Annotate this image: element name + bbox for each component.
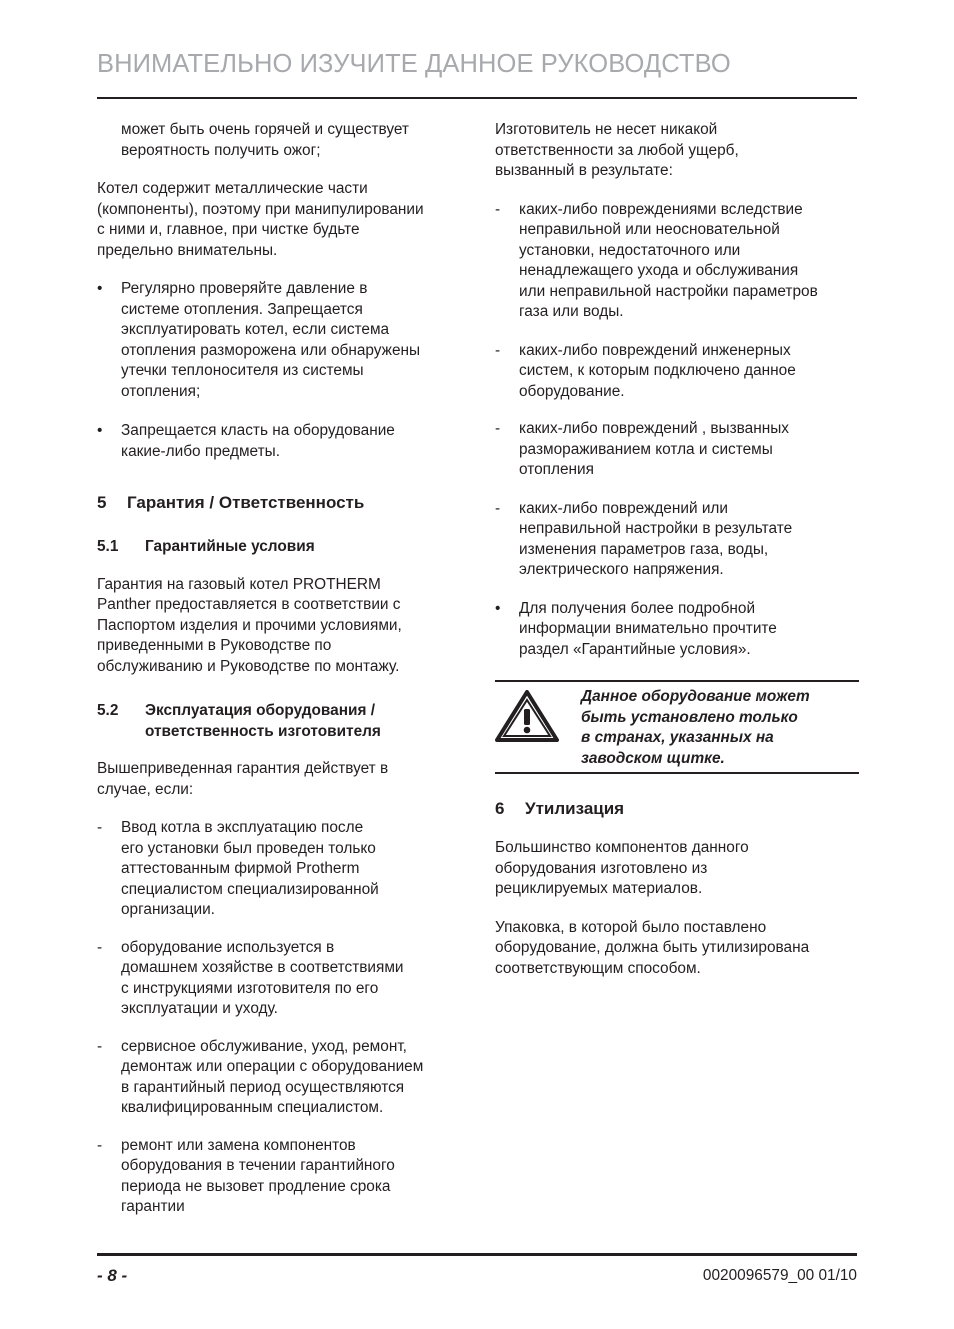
packaging-paragraph: Упаковка, в которой было поставлено оборудование, должна быть утилизирована соответствующим способом. — [495, 918, 810, 977]
dash-marker: - — [495, 341, 501, 359]
bullet-marker: • — [97, 422, 103, 439]
metal-parts-paragraph: Котел содержит металлические части (компоненты), поэтому при манипулировании с ними и, главное, при чистке будьте предельно внимательны. — [97, 180, 424, 259]
recycling-paragraph: Большинство компонентов данного оборудования изготовлено из рециклируемых материалов. — [495, 839, 749, 897]
exclusion-parameters-item: - каких-либо повреждений или неправильной настройки в результате изменения параметров газа, воды, электрического напряжения. — [495, 499, 793, 578]
page-number: - 8 - — [97, 1266, 128, 1285]
exclusion-installation-item: - каких-либо повреждениями вследствие неправильной или неосновательной установки, недостаточного или ненадлежащего ухода и обслуживания или неправильной настройки параметров газа или воды. — [495, 200, 818, 320]
section-5-2-heading: 5.2 Эксплуатация оборудования / ответственность изготовителя — [97, 702, 381, 740]
condition-service-item: - сервисное обслуживание, уход, ремонт, демонтаж или операции с оборудованием в гарантийный период осуществляются квалифицированным специалистом. — [97, 1037, 424, 1116]
condition-household-use-item: - оборудование используется в домашнем хозяйстве в соответствиями с инструкциями изготовителя по его эксплуатации и уходу. — [97, 938, 404, 1017]
warning-triangle-icon — [495, 687, 581, 749]
dash-marker: - — [97, 938, 103, 956]
dash-marker: - — [97, 1136, 103, 1154]
exclusion-engineering-systems-item: - каких-либо повреждений инженерных систем, к которым подключено данное оборудование. — [495, 341, 796, 400]
warranty-conditions-paragraph: Гарантия на газовый котел PROTHERM Panther предоставляется в соответствии с Паспортом изделия и прочими условиями, приведенными в Руководстве по обслуживанию и Руководстве по монтажу. — [97, 575, 402, 675]
warning-box — [495, 680, 859, 774]
section-5-heading: 5 Гарантия / Ответственность — [97, 493, 365, 512]
bullet-marker: • — [495, 599, 501, 617]
condition-repair-item: - ремонт или замена компонентов оборудования в течении гарантийного периода не вызовет продление срока гарантии — [97, 1136, 395, 1215]
footer-divider — [97, 1253, 857, 1256]
condition-commissioning-item: - Ввод котла в эксплуатацию после его установки был проведен только аттестованным фирмой Protherm специалистом специализированной организации. — [97, 819, 379, 918]
dash-marker: - — [97, 819, 103, 836]
right-column — [495, 118, 859, 979]
pressure-bullet-item: • Регулярно проверяйте давление в системе отопления. Запрещается эксплуатировать котел, если система отопления разморожена или обнаружены утечки теплоносителя из системы отопления; — [97, 280, 421, 400]
header-divider — [97, 97, 857, 99]
manufacturer-liability-intro: Изготовитель не несет никакой ответственности за любой ущерб, вызванный в результате: — [495, 121, 739, 179]
warning-text: Данное оборудование может быть установлено только в странах, указанных на заводском щитке. — [581, 688, 810, 767]
dash-marker: - — [97, 1037, 103, 1055]
dash-marker: - — [495, 200, 501, 218]
more-info-bullet-item: • Для получения более подробной информации внимательно прочтите раздел «Гарантийные условия». — [495, 599, 777, 658]
section-6-heading: 6 Утилизация — [495, 799, 625, 818]
warranty-valid-intro: Вышеприведенная гарантия действует в случае, если: — [97, 760, 389, 798]
left-column — [97, 118, 467, 1218]
section-5-1-heading: 5.1 Гарантийные условия — [97, 538, 315, 555]
document-code: 0020096579_00 01/10 — [702, 1267, 857, 1284]
bullet-marker: • — [97, 280, 103, 297]
objects-bullet-item: • Запрещается класть на оборудование какие-либо предметы. — [97, 422, 395, 460]
dash-marker: - — [495, 499, 501, 517]
dash-marker: - — [495, 420, 501, 437]
continued-paragraph: может быть очень горячей и существует вероятность получить ожог; — [121, 121, 409, 159]
exclusion-freezing-item: - каких-либо повреждений , вызванных размораживанием котла и системы отопления — [495, 420, 789, 478]
page-header-title: ВНИМАТЕЛЬНО ИЗУЧИТЕ ДАННОЕ РУКОВОДСТВО — [97, 50, 731, 78]
